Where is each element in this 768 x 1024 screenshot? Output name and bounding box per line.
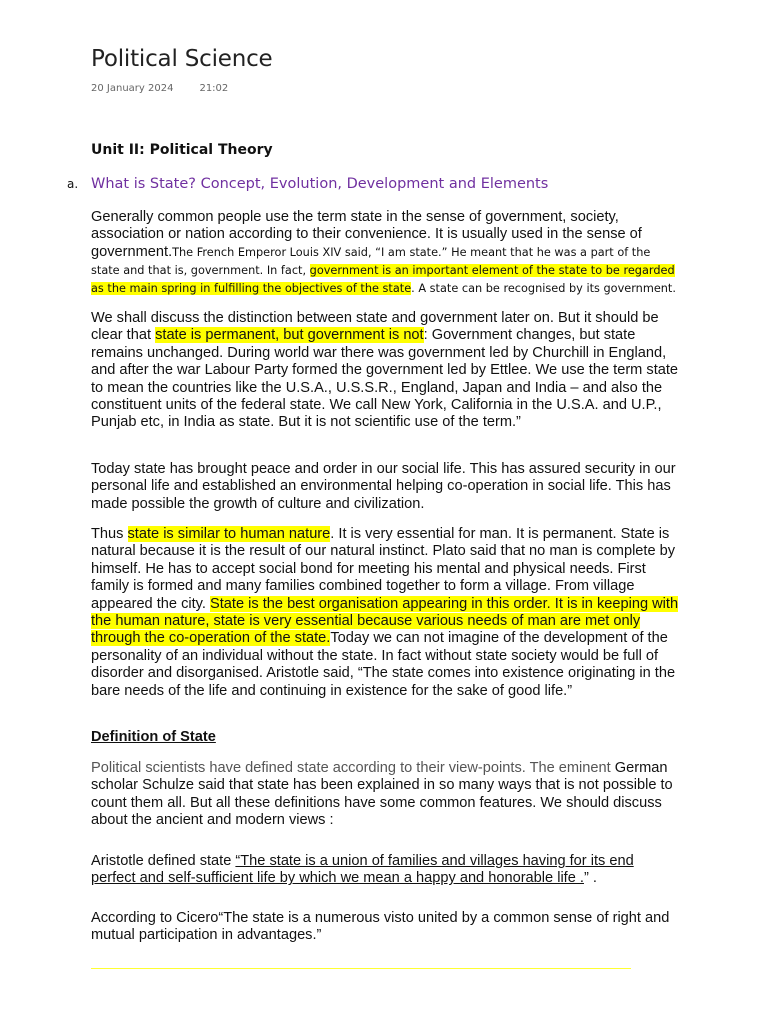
definition-heading: Definition of State [91,729,216,745]
page-date: 20 January 2024 [91,83,174,94]
paragraph-text: Aristotle defined state [91,853,236,869]
underlined-quote: “The state is a union of families and villages having for its end perfect and self-sufficient life by which we mean a happy and honorable life . [91,853,634,887]
paragraph-state-vs-government [91,310,681,432]
aristotle-definition [91,853,681,888]
paragraph-text: We shall discuss the distinction between state and government later on. But it should be clear that [91,310,659,344]
paragraph-text: : Government changes, but state remains unchanged. During world war there was government led by Churchill in England, and after the war Labour Party formed the government led by Ettlee. We use the term state to mean the countries like the U.S.A., U.S.S.R., England, Japan and India – and also the constituent units of the federal state. We call New York, California in the U.S.A. and U.P., Punjab etc, in India as state. But it is not scientific use of the term.” [91,327,679,431]
paragraph-peace-order [91,461,681,513]
highlighted-text: State is the best organisation appearing in this order. It is in keeping with the human nature, state is very essential because various needs of man are met only through the co-operation of the state. [91,595,679,647]
paragraph-definitions [91,760,681,830]
paragraph-intro [91,209,681,298]
section-title: What is State? Concept, Evolution, Development and Elements [91,176,549,192]
paragraph-text: German scholar Schulze said that state has been explained in so many ways that is not possible to count them all. But all these definitions have some common features. We should discuss about the ancient and modern views : [91,760,673,829]
paragraph-text: Generally common people use the term state in the sense of government, society, association or nation according to their convenience. It is usually used in the sense of government. [91,209,642,260]
paragraph-text: Today state has brought peace and order in our social life. This has assured security in our personal life and established an environmental helping co-operation in social life. This has made possible the growth of culture and civilization. [91,461,676,512]
page-title: Political Science [91,46,273,72]
paragraph-text: ” . [583,870,597,887]
paragraph-text: Today we can not imagine of the development of the personality of an individual without the state. In fact without state society would be full of disorder and disorganised. Aristotle said, “The state comes into existence originating in the bare needs of the life and continuing in existence for the sake of good life.” [91,630,676,699]
paragraph-text-small: The French Emperor Louis XIV said, “I am state.” He meant that he was a part of the state and that is, government. In fact, [91,245,651,277]
paragraph-text: According to Cicero [91,910,219,926]
paragraph-text: Thus [91,526,128,542]
highlighted-text: state is permanent, but government is not [155,327,424,344]
paragraph-human-nature [91,526,681,700]
paragraph-text-grey: Political scientists have defined state according to their view-points. The eminent [91,760,611,776]
page-time: 21:02 [199,83,229,94]
unit-heading: Unit II: Political Theory [91,142,273,158]
paragraph-text: . It is very essential for man. It is permanent. State is natural because it is the result of our natural instinct. Plato said that no man is complete by himself. He has to accept social bond for meeting his mental and physical needs. First family is formed and many families combined together to form a village. From village appeared the city. [91,526,676,612]
highlighted-text: state is similar to human nature [127,526,331,542]
quote-text: “The state is a numerous visto united by a common sense of right and mutual participation in advantages.” [91,910,670,944]
section-heading [67,176,687,192]
list-marker: a. [67,177,79,191]
cicero-definition [91,910,681,945]
page-timestamp [91,83,228,94]
highlighted-text: government is an important element of the state to be regarded as the main spring in fulfilling the objectives of the state [91,263,675,295]
divider-line [91,968,631,969]
paragraph-text-small: . A state can be recognised by its government. [411,281,676,295]
